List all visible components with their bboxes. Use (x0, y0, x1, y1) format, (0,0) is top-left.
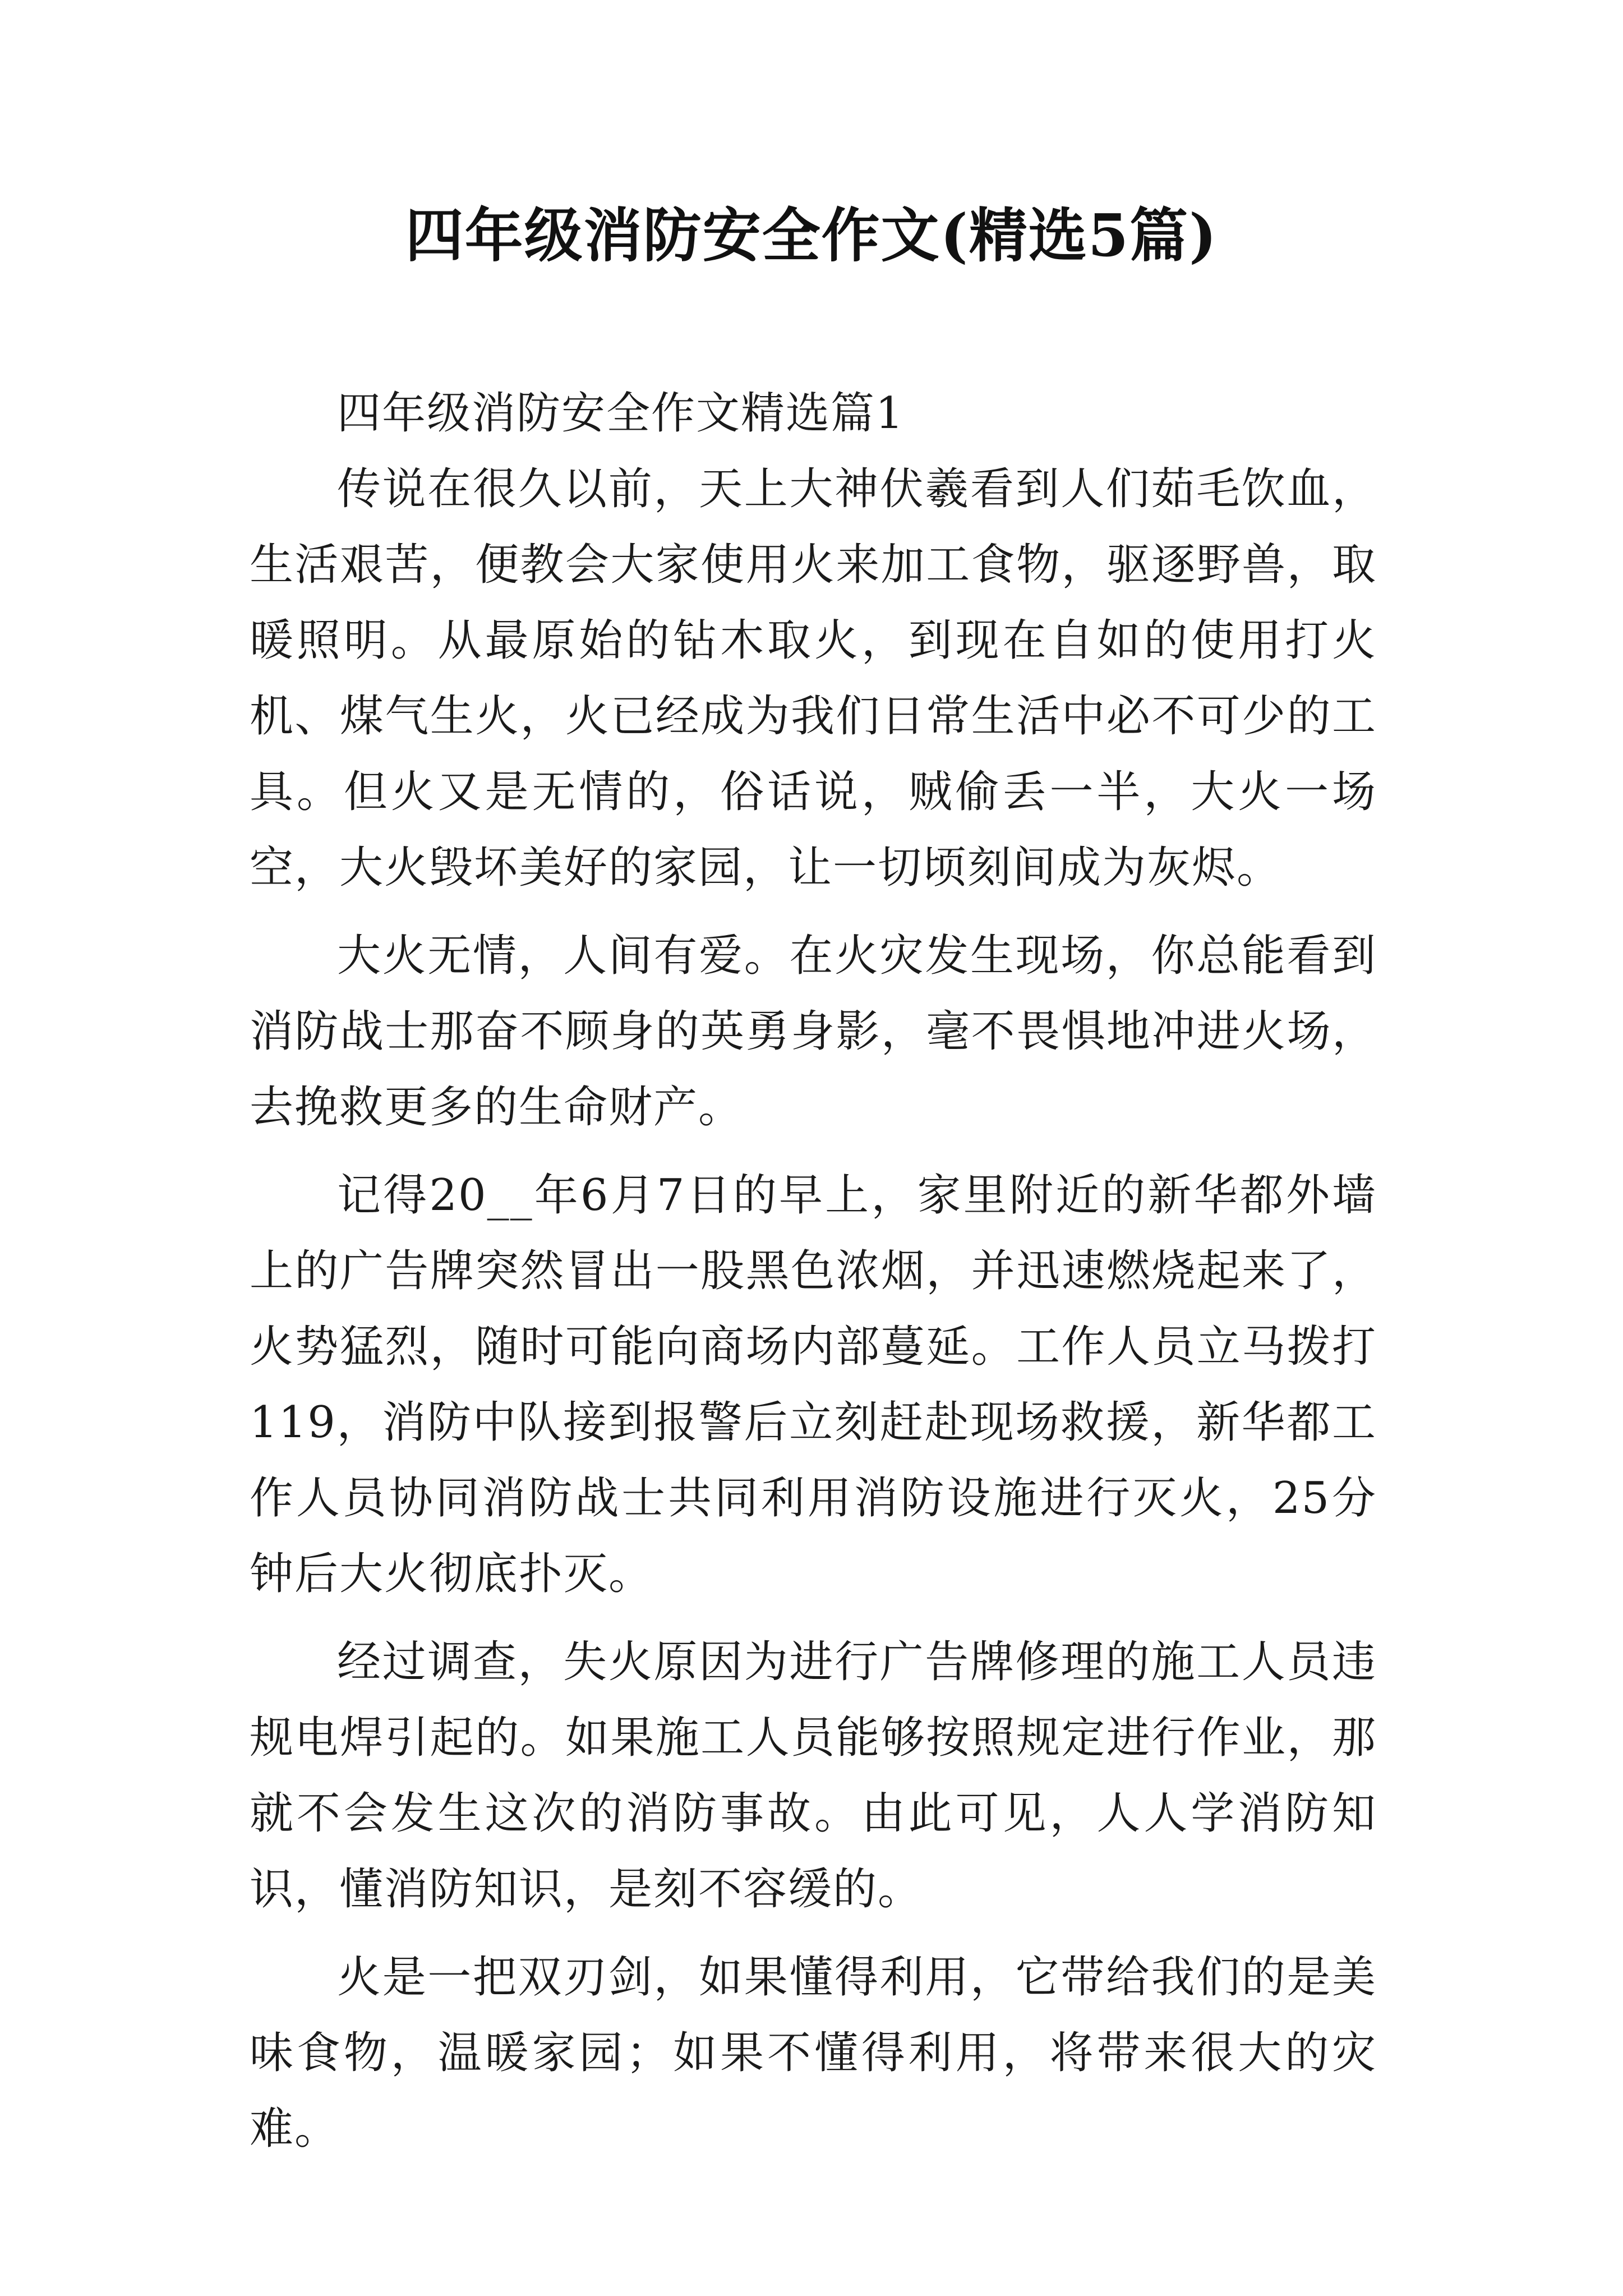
paragraph-investigation: 经过调查，失火原因为进行广告牌修理的施工人员违规电焊引起的。如果施工人员能够按照规定进行作业，那就不会发生这次的消防事故。由此可见，人人学消防知识，懂消防知识，是刻不容缓的。 (250, 1637, 1377, 1915)
document-title: 四年级消防安全作文(精选5篇) (405, 201, 1218, 270)
paragraph-firefighters: 大火无情，人间有爱。在火灾发生现场，你总能看到消防战士那奋不顾身的英勇身影，毫不畏惧地冲进火场，去挽救更多的生命财产。 (250, 931, 1377, 1133)
paragraph-double-edged-sword: 火是一把双刃剑，如果懂得利用，它带给我们的是美味食物，温暖家园；如果不懂得利用，将带来很大的灾难。 (250, 1952, 1377, 2154)
document-body (250, 376, 1377, 2179)
paragraph-legend-of-fire: 传说在很久以前，天上大神伏羲看到人们茹毛饮血，生活艰苦，便教会大家使用火来加工食物，驱逐野兽，取暖照明。从最原始的钻木取火，到现在自如的使用打火机、煤气生火，火已经成为我们日常生活中必不可少的工具。但火又是无情的，俗话说，贼偷丢一半，大火一场空，大火毁坏美好的家园，让一切顷刻间成为灰烬。 (250, 464, 1377, 893)
section-heading: 四年级消防安全作文精选篇1 (337, 388, 905, 439)
paragraph-fire-incident: 记得20__年6月7日的早上，家里附近的新华都外墙上的广告牌突然冒出一股黑色浓烟，并迅速燃烧起来了，火势猛烈，随时可能向商场内部蔓延。工作人员立马拨打119，消防中队接到报警后立刻赶赴现场救援，新华都工作人员协同消防战士共同利用消防设施进行灭火，25分钟后大火彻底扑灭。 (250, 1170, 1377, 1599)
